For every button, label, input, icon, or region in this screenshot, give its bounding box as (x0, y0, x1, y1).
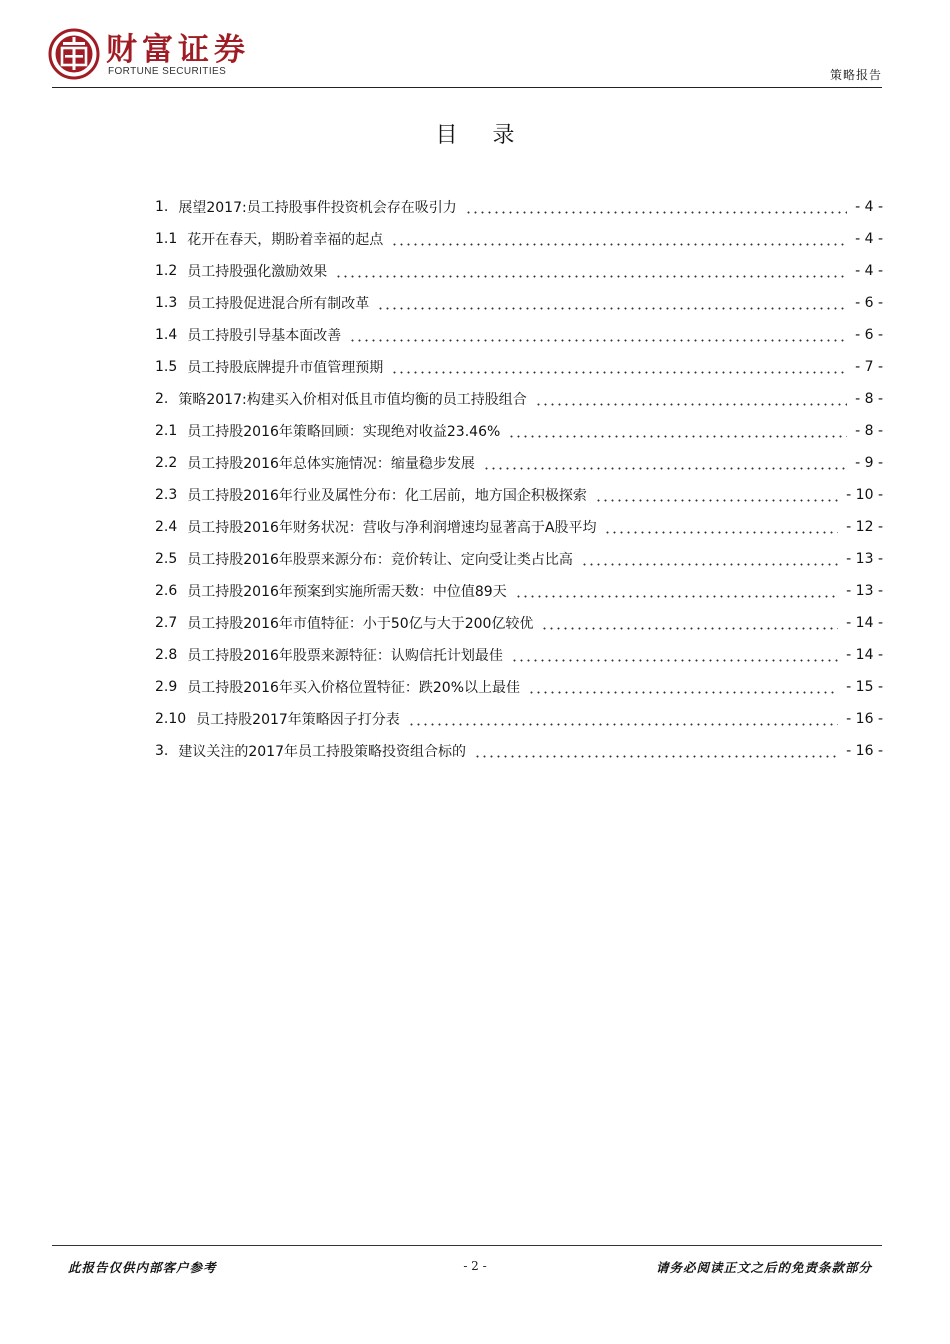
toc-entry-title: 员工持股2016年市值特征：小于50亿与大于200亿较优 (187, 616, 534, 632)
toc-entry-title: 员工持股2016年行业及属性分布：化工居前，地方国企积极探索 (187, 488, 587, 504)
toc-entry[interactable] (155, 223, 883, 255)
toc-entry[interactable] (155, 319, 883, 351)
toc-entry-page: - 12 - (846, 519, 883, 535)
toc-dot-leader (391, 243, 847, 246)
toc-entry-title: 员工持股2017年策略因子打分表 (196, 712, 400, 728)
table-of-contents (155, 191, 883, 767)
toc-entry[interactable] (155, 575, 883, 607)
toc-entry-title: 员工持股2016年股票来源特征：认购信托计划最佳 (187, 648, 503, 664)
toc-entry[interactable] (155, 511, 883, 543)
toc-entry[interactable] (155, 191, 883, 223)
toc-entry-page: - 4 - (855, 263, 883, 279)
toc-dot-leader (391, 371, 847, 374)
toc-dot-leader (508, 435, 847, 438)
toc-entry-number: 1. (155, 199, 169, 215)
toc-entry-page: - 6 - (855, 327, 883, 343)
toc-entry-number: 1.4 (155, 327, 178, 343)
logo-chinese-name: 财富证券 (106, 32, 250, 68)
toc-entry-number: 1.1 (155, 231, 178, 247)
toc-entry-number: 1.2 (155, 263, 178, 279)
toc-entry-page: - 7 - (855, 359, 883, 375)
toc-entry-number: 2.2 (155, 455, 178, 471)
toc-entry-page: - 4 - (855, 199, 883, 215)
toc-entry-number: 2. (155, 391, 169, 407)
toc-entry-number: 2.8 (155, 647, 178, 663)
toc-entry[interactable] (155, 639, 883, 671)
toc-dot-leader (581, 563, 838, 566)
toc-entry[interactable] (155, 703, 883, 735)
toc-dot-leader (474, 755, 838, 758)
toc-entry-title: 员工持股2016年策略回顾：实现绝对收益23.46% (187, 424, 501, 440)
toc-entry-title: 策略2017:构建买入价相对低且市值均衡的员工持股组合 (178, 392, 527, 408)
footer-divider (52, 1245, 882, 1246)
toc-entry-number: 2.3 (155, 487, 178, 503)
fortune-securities-logo-icon (48, 28, 100, 80)
toc-entry-title: 员工持股引导基本面改善 (187, 328, 342, 344)
toc-dot-leader (595, 499, 838, 502)
toc-entry-number: 1.3 (155, 295, 178, 311)
toc-dot-leader (349, 339, 847, 342)
toc-entry-title: 员工持股2016年总体实施情况：缩量稳步发展 (187, 456, 475, 472)
toc-entry[interactable] (155, 287, 883, 319)
toc-entry-page: - 16 - (846, 711, 883, 727)
toc-entry-title: 员工持股2016年买入价格位置特征：跌20%以上最佳 (187, 680, 521, 696)
toc-entry-number: 1.5 (155, 359, 178, 375)
toc-dot-leader (535, 403, 847, 406)
toc-entry-number: 2.7 (155, 615, 178, 631)
toc-dot-leader (528, 691, 838, 694)
page-title: 目 录 (435, 123, 529, 148)
toc-entry[interactable] (155, 671, 883, 703)
toc-entry-number: 2.5 (155, 551, 178, 567)
toc-entry-page: - 8 - (855, 391, 883, 407)
toc-entry-page: - 6 - (855, 295, 883, 311)
toc-dot-leader (515, 595, 838, 598)
toc-entry-title: 员工持股2016年预案到实施所需天数：中位值89天 (187, 584, 507, 600)
toc-entry-title: 员工持股2016年财务状况：营收与净利润增速均显著高于A股平均 (187, 520, 597, 536)
page-number: - 2 - (463, 1259, 487, 1273)
toc-entry[interactable] (155, 351, 883, 383)
footer-disclaimer-left: 此报告仅供内部客户参考 (68, 1260, 217, 1275)
logo-english-name: FORTUNE SECURITIES (108, 66, 227, 77)
toc-entry-page: - 9 - (855, 455, 883, 471)
toc-entry[interactable] (155, 383, 883, 415)
toc-entry-page: - 15 - (846, 679, 883, 695)
toc-dot-leader (408, 723, 838, 726)
toc-dot-leader (483, 467, 847, 470)
toc-entry-number: 3. (155, 743, 169, 759)
toc-entry-page: - 16 - (846, 743, 883, 759)
toc-entry-number: 2.10 (155, 711, 187, 727)
toc-entry[interactable] (155, 255, 883, 287)
toc-entry-title: 展望2017:员工持股事件投资机会存在吸引力 (178, 200, 457, 216)
toc-entry-number: 2.6 (155, 583, 178, 599)
document-type-label: 策略报告 (829, 68, 882, 82)
toc-entry-page: - 8 - (855, 423, 883, 439)
toc-entry-title: 员工持股2016年股票来源分布：竞价转让、定向受让类占比高 (187, 552, 573, 568)
toc-entry-page: - 14 - (846, 615, 883, 631)
toc-entry-title: 员工持股强化激励效果 (187, 264, 328, 280)
toc-entry-title: 员工持股促进混合所有制改革 (187, 296, 370, 312)
toc-entry-page: - 4 - (855, 231, 883, 247)
toc-entry[interactable] (155, 735, 883, 767)
toc-entry-page: - 14 - (846, 647, 883, 663)
toc-entry-number: 2.4 (155, 519, 178, 535)
toc-entry[interactable] (155, 415, 883, 447)
toc-dot-leader (335, 275, 847, 278)
toc-dot-leader (377, 307, 847, 310)
toc-entry-title: 花开在春天，期盼着幸福的起点 (187, 232, 384, 248)
toc-entry[interactable] (155, 447, 883, 479)
toc-entry-page: - 13 - (846, 551, 883, 567)
toc-entry-page: - 13 - (846, 583, 883, 599)
toc-entry[interactable] (155, 607, 883, 639)
toc-entry-title: 建议关注的2017年员工持股策略投资组合标的 (178, 744, 466, 760)
toc-dot-leader (604, 531, 838, 534)
toc-dot-leader (511, 659, 838, 662)
toc-dot-leader (541, 627, 838, 630)
toc-entry[interactable] (155, 479, 883, 511)
toc-entry-number: 2.9 (155, 679, 178, 695)
toc-entry[interactable] (155, 543, 883, 575)
footer-disclaimer-right: 请务必阅读正文之后的免责条款部分 (655, 1260, 872, 1275)
toc-dot-leader (465, 211, 847, 214)
toc-entry-number: 2.1 (155, 423, 178, 439)
toc-entry-page: - 10 - (846, 487, 883, 503)
toc-entry-title: 员工持股底牌提升市值管理预期 (187, 360, 384, 376)
header-divider (52, 87, 882, 88)
